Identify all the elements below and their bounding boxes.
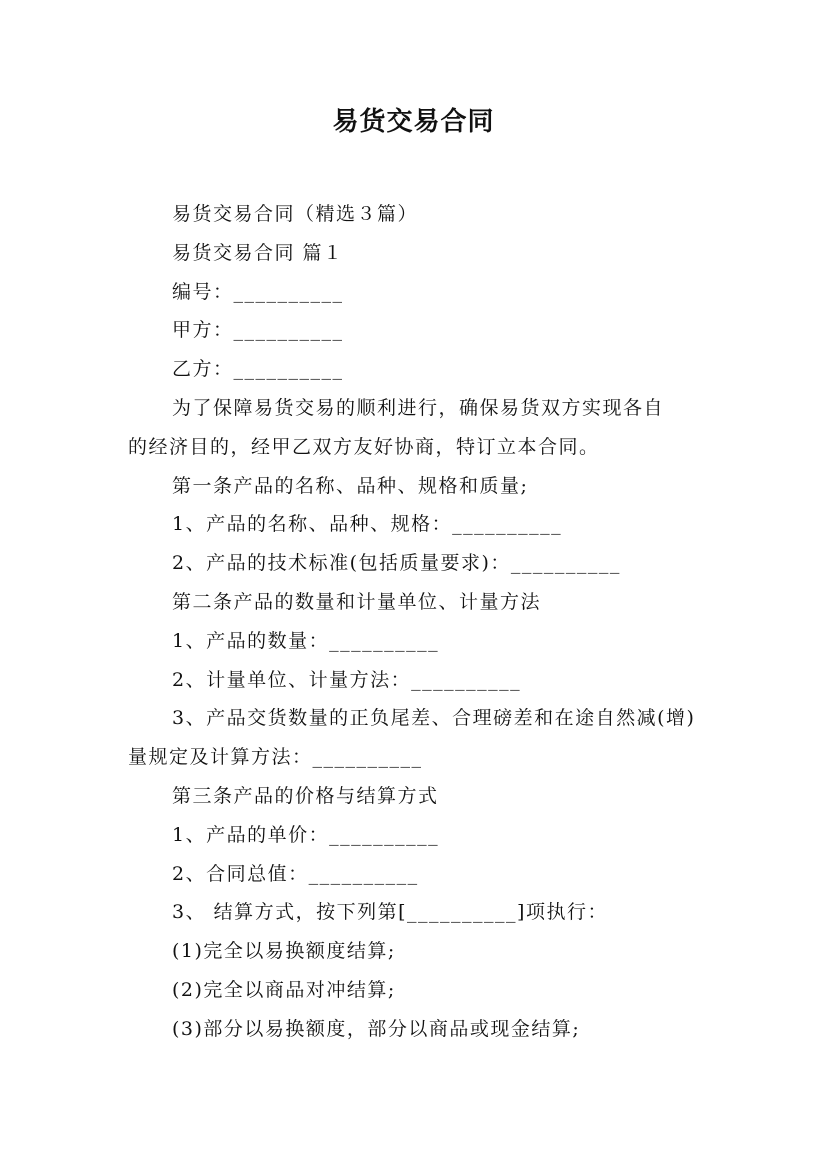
document-line: 1、产品的单价：__________ xyxy=(172,823,440,846)
document-line: 1、产品的数量：__________ xyxy=(172,629,440,652)
document-line: (1)完全以易换额度结算; xyxy=(172,940,396,963)
document-line: 3、 结算方式，按下列第[__________]项执行： xyxy=(172,901,608,924)
document-line: 第一条产品的名称、品种、规格和质量; xyxy=(172,474,529,497)
document-line: 2、合同总值：__________ xyxy=(172,862,419,885)
document-line: (3)部分以易换额度，部分以商品或现金结算; xyxy=(172,1017,581,1040)
document-line: 易货交易合同（精选３篇） xyxy=(172,203,419,225)
document-line: 第三条产品的价格与结算方式 xyxy=(172,784,439,807)
document-line: 2、产品的技术标准(包括质量要求)：__________ xyxy=(172,552,621,575)
document-body xyxy=(128,195,708,1049)
document-line: 2、计量单位、计量方法：__________ xyxy=(172,668,522,691)
document-line: 甲方：__________ xyxy=(172,319,344,342)
document-line: (2)完全以商品对冲结算; xyxy=(172,978,396,1001)
document-line: 乙方：__________ xyxy=(172,358,344,381)
document-line: 第二条产品的数量和计量单位、计量方法 xyxy=(172,590,542,613)
document-line: 量规定及计算方法：__________ xyxy=(128,746,423,769)
document-line: 1、产品的名称、品种、规格：__________ xyxy=(172,513,563,536)
document-line: 编号：__________ xyxy=(172,280,344,303)
document-line: 的经济目的，经甲乙双方友好协商，特订立本合同。 xyxy=(128,435,600,458)
document-title: 易货交易合同 xyxy=(332,107,495,137)
document-line: 易货交易合同 篇１ xyxy=(172,241,344,264)
document-line: 为了保障易货交易的顺利进行，确保易货双方实现各自 xyxy=(172,396,665,419)
document-line: 3、产品交货数量的正负尾差、合理磅差和在途自然减(增) xyxy=(172,707,696,730)
